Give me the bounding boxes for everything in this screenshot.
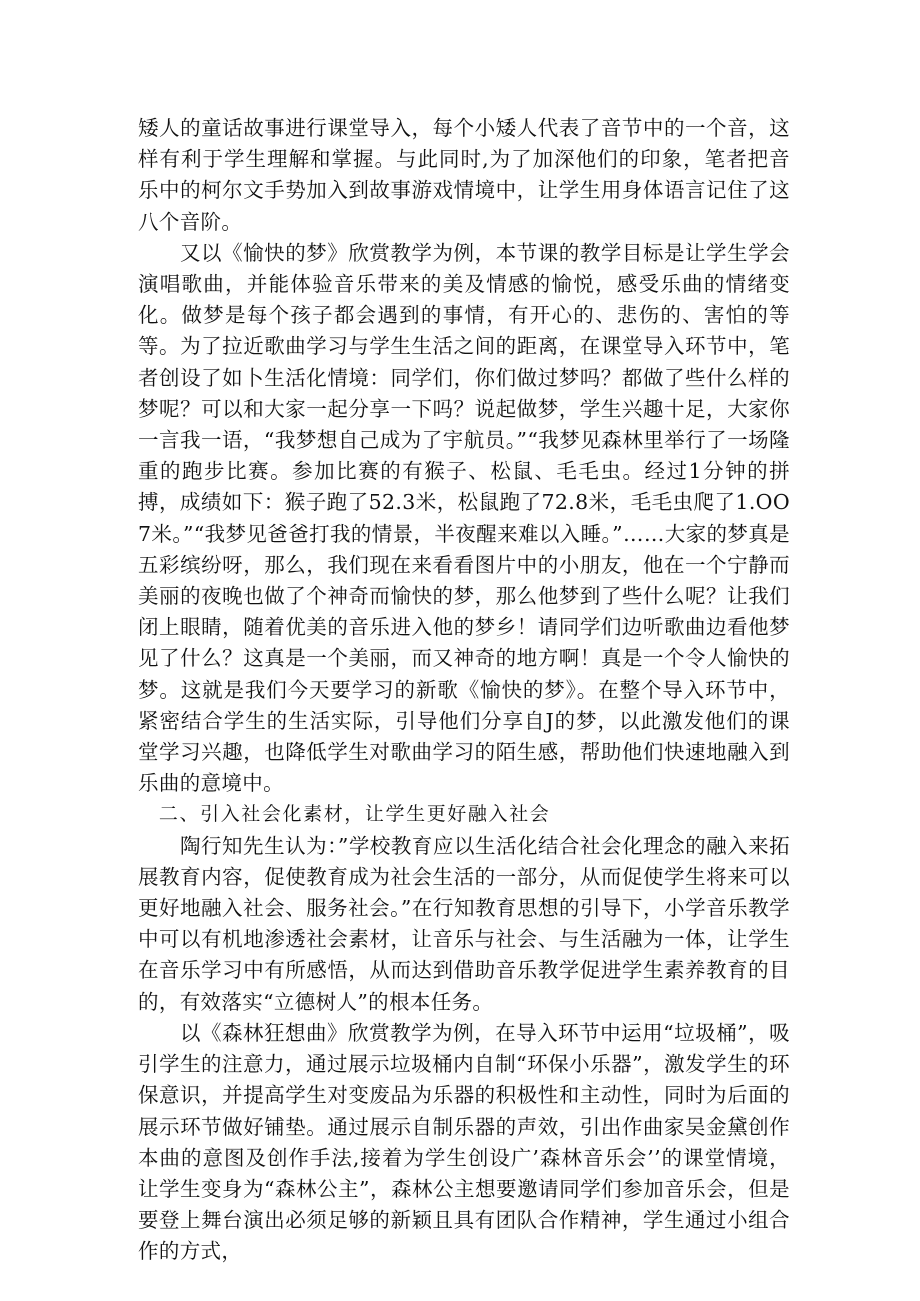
document-page: [138, 113, 790, 1268]
paragraph-forest-rhapsody-example: 以《森林狂想曲》欣赏教学为例，在导入环节中运用“垃圾桶”，吸引学生的注意力，通过展示垃圾桶内自制“环保小乐器”，激发学生的环保意识，并提高学生对变废品为乐器的积极性和主动性，同时为后面的展示环节做好铺垫。通过展示自制乐器的声效，引出作曲家吴金黛创作本曲的意图及创作手法,接着为学生创设广’森林音乐会’’的课堂情境，让学生变身为“森林公主”，森林公主想要邀请同学们参加音乐会，但是要登上舞台演出必须足够的新颖且具有团队合作精神，学生通过小组合作的方式，: [138, 1020, 790, 1264]
paragraph-continued: 矮人的童话故事进行课堂导入，每个小矮人代表了音节中的一个音，这样有利于学生理解和掌握。与此同时,为了加深他们的印象，笔者把音乐中的柯尔文手势加入到故事游戏情境中，让学生用身体语言记住了这八个音阶。: [138, 116, 790, 234]
paragraph-happy-dream-example: 又以《愉快的梦》欣赏教学为例，本节课的教学目标是让学生学会演唱歌曲，并能体验音乐带来的美及情感的愉悦，感受乐曲的情绪变化。做梦是每个孩子都会遇到的事情，有开心的、悲伤的、害怕的等等。为了拉近歌曲学习与学生生活之间的距离，在课堂导入环节中，笔者创设了如卜生活化情境：同学们，你们做过梦吗？都做了些什么样的梦呢？可以和大家一起分享一下吗？说起做梦，学生兴趣十足，大家你一言我一语，“我梦想自己成为了宇航员。”“我梦见森林里举行了一场隆重的跑步比赛。参加比赛的有猴子、松鼠、毛毛虫。经过1分钟的拼搏，成绩如下：猴子跑了52.3米，松鼠跑了72.8米，毛毛虫爬了1.OO7米。”“我梦见爸爸打我的情景，半夜醒来难以入睡。”……大家的梦真是五彩缤纷呀，那么，我们现在来看看图片中的小朋友，他在一个宁静而美丽的夜晚也做了个神奇而愉快的梦，那么他梦到了些什么呢？让我们闭上眼睛，随着优美的音乐进入他的梦乡！请同学们边听歌曲边看他梦见了什么？这真是一个美丽，而又神奇的地方啊！真是一个令人愉快的梦。这就是我们今天要学习的新歌《愉快的梦》。在整个导入环节中，紧密结合学生的生活实际，引导他们分享自J的梦，以此激发他们的课堂学习兴趣，也降低学生对歌曲学习的陌生感，帮助他们快速地融入到乐曲的意境中。: [138, 240, 790, 796]
paragraph-tao-xingzhi: 陶行知先生认为：”学校教育应以生活化结合社会化理念的融入来拓展教育内容，促使教育成为社会生活的一部分，从而促使学生将来可以更好地融入社会、服务社会。”在行知教育思想的引导下，小学音乐教学中可以有机地渗透社会素材，让音乐与社会、与生活融为一体，让学生在音乐学习中有所感悟，从而达到借助音乐教学促进学生素养教育的目的，有效落实“立德树人”的根本任务。: [138, 833, 790, 1014]
section-heading: 二、引入社会化素材，让学生更好融入社会: [158, 803, 551, 826]
